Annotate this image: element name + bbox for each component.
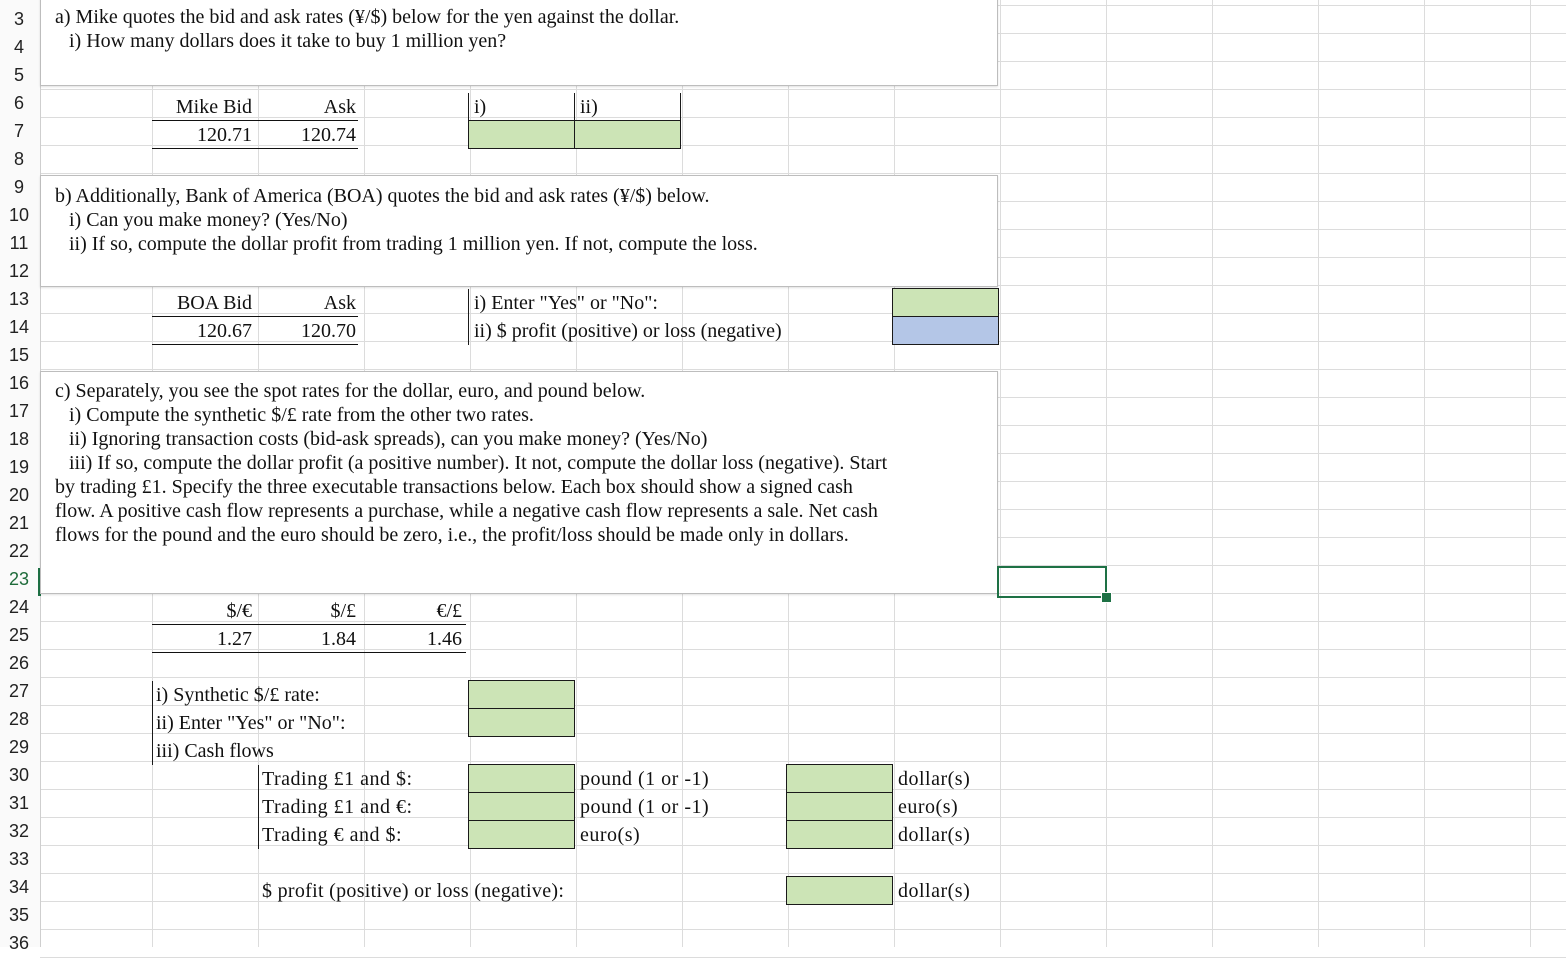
row-number[interactable]: 19 <box>8 457 30 477</box>
trade1-second-input[interactable] <box>786 764 893 793</box>
selected-cell[interactable] <box>997 566 1107 598</box>
boa-value-underline <box>152 344 358 345</box>
row-number[interactable]: 16 <box>8 373 30 393</box>
row-number[interactable]: 34 <box>8 877 30 897</box>
row-number[interactable]: 17 <box>8 401 30 421</box>
boa-ask-header: Ask <box>323 292 356 314</box>
grid-row-line <box>40 873 1566 874</box>
mike-ask-value[interactable]: 120.74 <box>301 124 356 146</box>
trade3-second-input[interactable] <box>786 820 893 849</box>
grid-row-line <box>40 677 1566 678</box>
spot-value-usd-gbp[interactable]: 1.84 <box>321 628 356 650</box>
section-c-line3: ii) Ignoring transaction costs (bid-ask spreads), can you make money? (Yes/No) <box>69 428 708 450</box>
boa-ask-value[interactable]: 120.70 <box>301 320 356 342</box>
section-a-line1: a) Mike quotes the bid and ask rates (¥/$) below for the yen against the dollar. <box>55 6 680 28</box>
profit-input[interactable] <box>786 876 893 905</box>
grid-column-line <box>1424 0 1425 947</box>
row-number[interactable]: 27 <box>8 681 30 701</box>
grid-column-line <box>1106 0 1107 947</box>
answer-ii-input[interactable] <box>574 120 681 149</box>
answer-i-border <box>468 93 469 121</box>
fill-handle[interactable] <box>1101 592 1112 603</box>
mike-ask-header: Ask <box>323 96 356 118</box>
section-c-line7: flows for the pound and the euro should be zero, i.e., the profit/loss should be made only in dollars. <box>55 524 849 546</box>
spot-value-usd-eur[interactable]: 1.27 <box>217 628 252 650</box>
row-number[interactable]: 8 <box>13 149 24 169</box>
answers-c-left-border <box>152 681 153 765</box>
spot-header-usd-eur: $/€ <box>226 600 252 622</box>
row-number[interactable]: 15 <box>8 345 30 365</box>
grid-column-line <box>1318 0 1319 947</box>
section-b-textbox[interactable] <box>40 175 998 287</box>
profit-unit: dollar(s) <box>898 880 971 902</box>
row-number[interactable]: 18 <box>8 429 30 449</box>
section-c-line4: iii) If so, compute the dollar profit (a positive number). It not, compute the dollar loss (negative). Start <box>69 452 888 474</box>
trade2-unit-a: pound (1 or -1) <box>580 796 710 818</box>
grid-column-line <box>1212 0 1213 947</box>
section-c-line1: c) Separately, you see the spot rates for the dollar, euro, and pound below. <box>55 380 646 402</box>
row-number[interactable]: 30 <box>8 765 30 785</box>
row-number[interactable]: 4 <box>13 37 24 57</box>
profit-label: $ profit (positive) or loss (negative): <box>262 880 565 902</box>
trade3-euro-input[interactable] <box>468 820 575 849</box>
row-number[interactable]: 13 <box>8 289 30 309</box>
section-c-line6: flow. A positive cash flow represents a purchase, while a negative cash flow represents a sale. Net cash <box>55 500 878 522</box>
section-b-line2: i) Can you make money? (Yes/No) <box>69 209 348 231</box>
boa-yes-no-input[interactable] <box>892 288 999 317</box>
trade1-label: Trading £1 and $: <box>262 768 413 790</box>
section-c-textbox[interactable] <box>40 371 998 594</box>
row-number[interactable]: 5 <box>13 65 24 85</box>
c-yes-no-label: ii) Enter "Yes" or "No": <box>156 712 346 734</box>
row-number[interactable]: 28 <box>8 709 30 729</box>
trade1-unit-b: dollar(s) <box>898 768 971 790</box>
row-number[interactable]: 12 <box>8 261 30 281</box>
mike-value-underline <box>152 148 358 149</box>
trade1-pound-input[interactable] <box>468 764 575 793</box>
mike-bid-value[interactable]: 120.71 <box>197 124 252 146</box>
section-a-line2: i) How many dollars does it take to buy 1 million yen? <box>69 30 507 52</box>
row-number[interactable]: 32 <box>8 821 30 841</box>
row-number[interactable]: 7 <box>13 121 24 141</box>
mike-bid-header: Mike Bid <box>175 96 252 118</box>
row-number[interactable]: 14 <box>8 317 30 337</box>
answer-i-input[interactable] <box>468 120 575 149</box>
row-number[interactable]: 24 <box>8 597 30 617</box>
section-b-line3: ii) If so, compute the dollar profit from trading 1 million yen. If not, compute the loss. <box>69 233 758 255</box>
row-number[interactable]: 11 <box>9 233 29 253</box>
trade3-unit-b: dollar(s) <box>898 824 971 846</box>
trade2-unit-b: euro(s) <box>898 796 959 818</box>
spot-header-usd-gbp: $/£ <box>330 600 356 622</box>
row-number[interactable]: 23 <box>8 569 30 589</box>
trades-left-border <box>258 765 259 849</box>
trade2-second-input[interactable] <box>786 792 893 821</box>
trade2-label: Trading £1 and €: <box>262 796 413 818</box>
row-number[interactable]: 21 <box>8 513 30 533</box>
row-number[interactable]: 25 <box>8 625 30 645</box>
row-number[interactable]: 26 <box>8 653 30 673</box>
row-number[interactable]: 29 <box>8 737 30 757</box>
trade3-unit-a: euro(s) <box>580 824 641 846</box>
grid-row-line <box>40 173 1566 174</box>
boa-profit-input[interactable] <box>892 316 999 345</box>
row-number[interactable]: 31 <box>8 793 30 813</box>
grid-column-line <box>1000 0 1001 947</box>
row-number[interactable]: 33 <box>8 849 30 869</box>
boa-bid-header: BOA Bid <box>176 292 252 314</box>
row-number[interactable]: 22 <box>8 541 30 561</box>
section-c-line2: i) Compute the synthetic $/£ rate from the other two rates. <box>69 404 534 426</box>
row-number[interactable]: 35 <box>8 905 30 925</box>
row-number[interactable]: 6 <box>13 93 24 113</box>
grid-row-line <box>40 89 1566 90</box>
section-a-textbox[interactable] <box>40 0 998 86</box>
row-number[interactable]: 36 <box>8 933 30 953</box>
grid-column-line <box>1530 0 1531 947</box>
spot-value-eur-gbp[interactable]: 1.46 <box>427 628 462 650</box>
row-number[interactable]: 3 <box>13 9 24 29</box>
answer-i-label: i) <box>474 96 487 118</box>
grid-row-line <box>40 929 1566 930</box>
boa-question-border <box>468 289 469 345</box>
trade3-label: Trading € and $: <box>262 824 403 846</box>
c-yes-no-input[interactable] <box>468 708 575 737</box>
synthetic-rate-label: i) Synthetic $/£ rate: <box>156 684 320 706</box>
section-c-line5: by trading £1. Specify the three executable transactions below. Each box should show a signed cash <box>55 476 853 498</box>
answer-ii-border-right <box>680 93 681 121</box>
trade1-unit-a: pound (1 or -1) <box>580 768 710 790</box>
spot-value-underline <box>152 652 466 653</box>
boa-question-ii: ii) $ profit (positive) or loss (negative) <box>474 320 782 342</box>
row-number[interactable]: 9 <box>13 177 24 197</box>
synthetic-rate-input[interactable] <box>468 680 575 709</box>
answer-ii-border <box>574 93 575 121</box>
spot-header-eur-gbp: €/£ <box>436 600 462 622</box>
boa-question-i: i) Enter "Yes" or "No": <box>474 292 658 314</box>
answer-ii-label: ii) <box>580 96 598 118</box>
grid-row-line <box>40 369 1566 370</box>
trade2-pound-input[interactable] <box>468 792 575 821</box>
boa-bid-value[interactable]: 120.67 <box>197 320 252 342</box>
section-b-line1: b) Additionally, Bank of America (BOA) quotes the bid and ask rates (¥/$) below. <box>55 185 710 207</box>
row-number[interactable]: 20 <box>8 485 30 505</box>
cash-flows-label: iii) Cash flows <box>156 740 274 762</box>
row-number[interactable]: 10 <box>8 205 30 225</box>
